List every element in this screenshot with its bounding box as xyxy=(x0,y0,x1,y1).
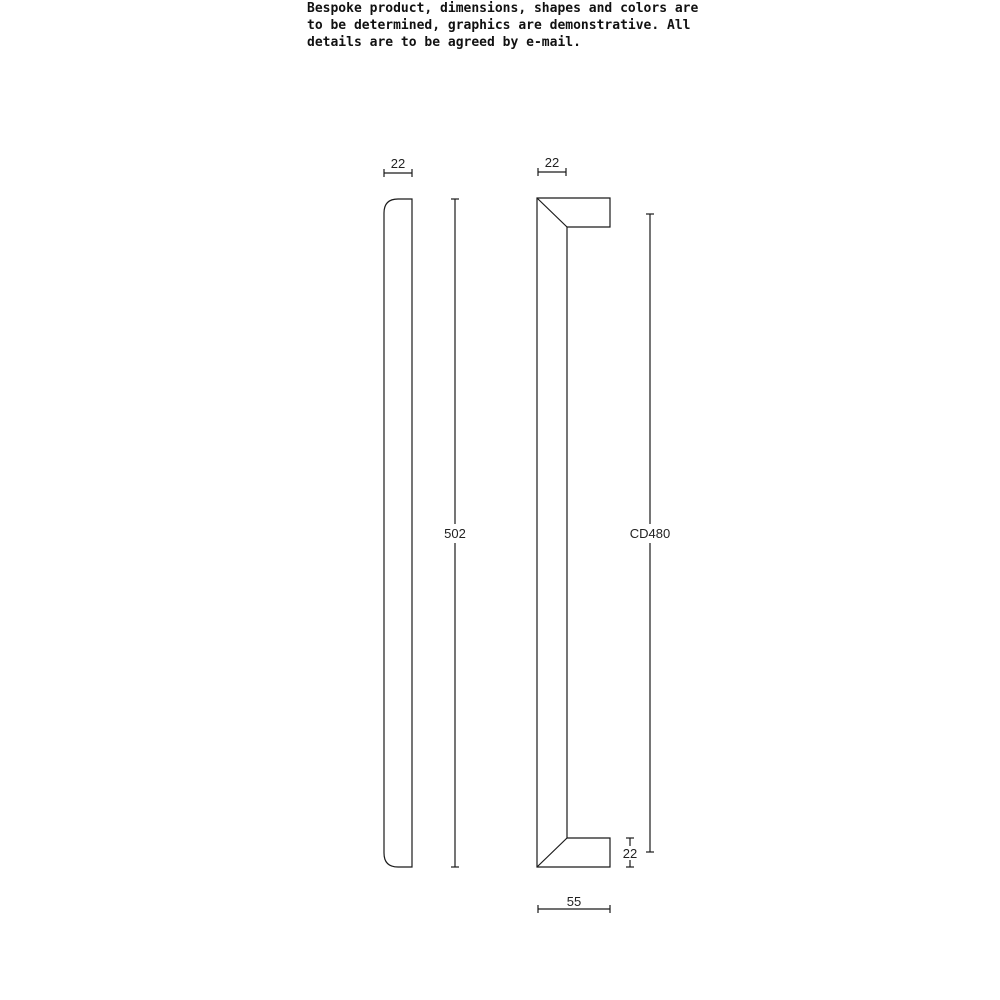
side-view-profile xyxy=(384,199,412,867)
disclaimer-line-1: Bespoke product, dimensions, shapes and colors are xyxy=(307,1,699,16)
front-view-handle-outline xyxy=(537,198,610,867)
side-view-length-label: 502 xyxy=(444,526,466,541)
disclaimer-line-3: details are to be agreed by e-mail. xyxy=(307,35,581,50)
center-distance-label: CD480 xyxy=(629,526,671,541)
disclaimer-line-2: to be determined, graphics are demonstrative. All xyxy=(307,18,691,33)
front-view-bottom-miter xyxy=(537,838,567,867)
foot-thickness-label: 22 xyxy=(622,846,638,861)
depth-label: 55 xyxy=(566,894,582,909)
front-view-width-label: 22 xyxy=(544,155,560,170)
side-view-width-label: 22 xyxy=(390,156,406,171)
front-view-top-miter xyxy=(537,198,567,227)
